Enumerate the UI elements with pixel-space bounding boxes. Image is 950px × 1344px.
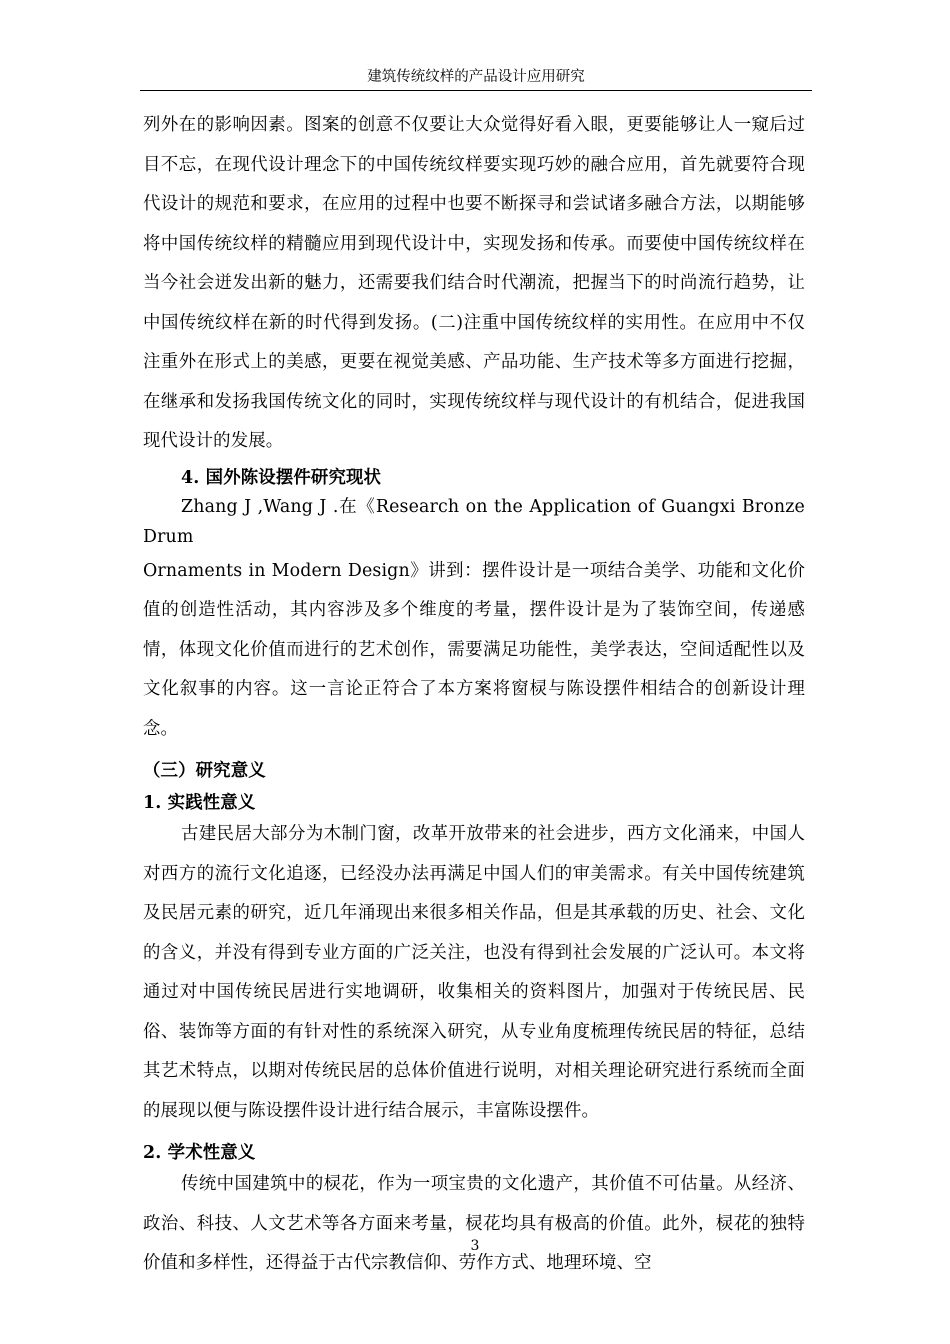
subheading-practical: 1. 实践性意义 — [143, 793, 256, 813]
page-number: 3 — [470, 1238, 480, 1254]
paragraph-academic: 传统中国建筑中的棂花，作为一项宝贵的文化遗产，其价值不可估量。从经济、政治、科技、人文艺术等各方面来考量，棂花均具有极高的价值。此外，棂花的独特价值和多样性，还得益于古代宗教信仰、劳作方式、地理环境、空 — [143, 1174, 805, 1273]
paragraph-practical: 古建民居大部分为木制门窗，改革开放带来的社会进步，西方文化涌来，中国人对西方的流行文化追逐，已经没办法再满足中国人们的审美需求。有关中国传统建筑及民居元素的研究，近几年涌现出来很多相关作品，但是其承载的历史、社会、文化的含义，并没有得到专业方面的广泛关注，也没有得到社会发展的广泛认可。本文将通过对中国传统民居进行实地调研，收集相关的资料图片，加强对于传统民居、民俗、装饰等方面的有针对性的系统深入研究，从专业角度梳理传统民居的特征，总结其艺术特点，以期对传统民居的总体价值进行说明，对相关理论研究进行系统而全面的展现以便与陈设摆件设计进行结合展示，丰富陈设摆件。 — [143, 824, 805, 1121]
paragraph-continued: 列外在的影响因素。图案的创意不仅要让大众觉得好看入眼，更要能够让人一窥后过目不忘，在现代设计理念下的中国传统纹样要实现巧妙的融合应用，首先就要符合现代设计的规范和要求，在应用的过程中也要不断探寻和尝试诸多融合方法，以期能够将中国传统纹样的精髓应用到现代设计中，实现发扬和传承。而要使中国传统纹样在当今社会迸发出新的魅力，还需要我们结合时代潮流，把握当下的时尚流行趋势，让中国传统纹样在新的时代得到发扬。(二)注重中国传统纹样的实用性。在应用中不仅注重外在形式上的美感，更要在视觉美感、产品功能、生产技术等多方面进行挖掘，在继承和发扬我国传统文化的同时，实现传统纹样与现代设计的有机结合，促进我国现代设计的发展。 — [143, 115, 805, 451]
paragraph-foreign-research: Ornaments in Modern Design》讲到：摆件设计是一项结合美学、功能和文化价值的创造性活动，其内容涉及多个维度的考量，摆件设计是为了装饰空间，传递感情，体现文化价值而进行的艺术创作，需要满足功能性，美学表达，空间适配性以及文化叙事的内容。这一言论正符合了本方案将窗棂与陈设摆件相结合的创新设计理念。 — [143, 560, 805, 739]
paragraph-citation-line: Zhang J ,Wang J .在《Research on the Application of Guangxi Bronze Drum — [143, 496, 805, 547]
subheading-foreign-research: 4. 国外陈设摆件研究现状 — [181, 467, 382, 488]
running-header: 建筑传统纹样的产品设计应用研究 — [140, 66, 812, 91]
subheading-academic: 2. 学术性意义 — [143, 1143, 256, 1163]
section-heading-significance: （三）研究意义 — [143, 761, 266, 781]
page-body — [143, 106, 805, 1284]
